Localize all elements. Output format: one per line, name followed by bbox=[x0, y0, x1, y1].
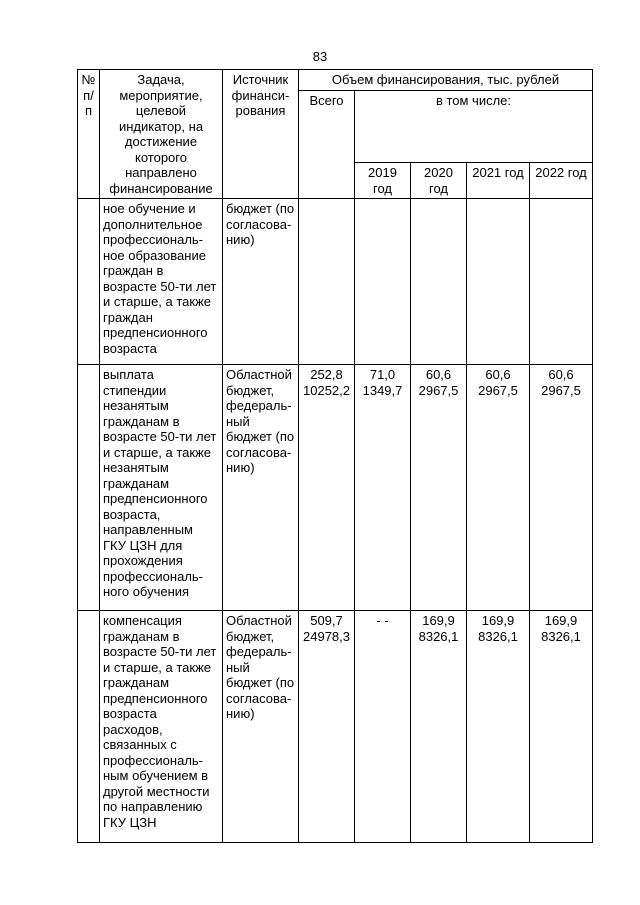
value-federal: 1349,7 bbox=[362, 382, 403, 398]
row-source: Областной бюджет, федераль-ный бюджет (по согласова-нию) bbox=[223, 611, 299, 843]
row-2021 bbox=[467, 199, 530, 365]
row-2019 bbox=[355, 611, 411, 843]
row-num bbox=[78, 365, 100, 611]
value-federal: 8326,1 bbox=[418, 628, 459, 644]
header-task: Задача, мероприятие, целевой индикатор, на достижение которого направлено финансирование bbox=[100, 70, 223, 199]
row-source: Областной бюджет, федераль-ный бюджет (по согласова-нию) bbox=[223, 365, 299, 611]
header-total: Всего bbox=[299, 90, 355, 199]
value-federal: - bbox=[384, 613, 389, 628]
row-2020 bbox=[411, 611, 467, 843]
value-federal: 2967,5 bbox=[541, 382, 581, 398]
row-2022 bbox=[530, 199, 593, 365]
row-num bbox=[78, 611, 100, 843]
row-2020 bbox=[411, 199, 467, 365]
value-federal: 8326,1 bbox=[478, 628, 518, 644]
row-2022 bbox=[530, 611, 593, 843]
value-regional: 169,9 bbox=[544, 613, 578, 628]
row-task: выплата стипендии незанятым гражданам в возрасте 50-ти лет и старше, а также незанятым гражданам предпенсионного возраста, направленным ГКУ ЦЗН для прохождения профессиональ-ного обучения bbox=[100, 365, 223, 611]
financing-table bbox=[77, 69, 593, 843]
value-federal: 2967,5 bbox=[418, 382, 459, 398]
value-regional: 71,0 bbox=[369, 367, 396, 382]
row-total bbox=[299, 611, 355, 843]
value-federal: 8326,1 bbox=[541, 628, 581, 644]
table-row bbox=[78, 365, 593, 611]
value-regional: 169,9 bbox=[422, 613, 455, 628]
row-2021 bbox=[467, 365, 530, 611]
value-federal: 10252,2 bbox=[303, 382, 350, 398]
row-2020 bbox=[411, 365, 467, 611]
header-year-2020: 2020 год bbox=[411, 163, 467, 199]
value-regional: 252,8 bbox=[310, 367, 343, 382]
value-regional: 60,6 bbox=[425, 367, 452, 382]
header-source: Источник финанси-рования bbox=[223, 70, 299, 199]
value-regional: 60,6 bbox=[485, 367, 511, 382]
row-2021 bbox=[467, 611, 530, 843]
value-regional: 169,9 bbox=[481, 613, 515, 628]
row-task: ное обучение и дополнительное профессиональ-ное образование граждан в возрасте 50-ти лет и старше, а также граждан предпенсионного возраста bbox=[100, 199, 223, 365]
header-year-2022: 2022 год bbox=[530, 163, 593, 199]
row-2022 bbox=[530, 365, 593, 611]
value-regional: 60,6 bbox=[548, 367, 574, 382]
header-volume: Объем финансирования, тыс. рублей bbox=[299, 70, 593, 91]
table-row bbox=[78, 611, 593, 843]
value-regional: - bbox=[376, 613, 381, 628]
header-num: № п/п bbox=[78, 70, 100, 199]
row-source: бюджет (по согласова-нию) bbox=[223, 199, 299, 365]
value-federal: 24978,3 bbox=[303, 628, 350, 644]
row-2019 bbox=[355, 365, 411, 611]
row-task: компенсация гражданам в возрасте 50-ти лет и старше, а также гражданам предпенсионного возраста расходов, связанных с профессиональ-ным обучением в другой местности по направлению ГКУ ЦЗН bbox=[100, 611, 223, 843]
header-year-2021: 2021 год bbox=[467, 163, 530, 199]
header-including: в том числе: bbox=[355, 90, 593, 163]
header-year-2019: 2019 год bbox=[355, 163, 411, 199]
row-total bbox=[299, 199, 355, 365]
row-2019 bbox=[355, 199, 411, 365]
value-regional: 509,7 bbox=[310, 613, 343, 628]
row-total bbox=[299, 365, 355, 611]
table-row bbox=[78, 199, 593, 365]
value-federal: 2967,5 bbox=[478, 382, 518, 398]
row-num bbox=[78, 199, 100, 365]
page-number: 83 bbox=[312, 49, 328, 64]
